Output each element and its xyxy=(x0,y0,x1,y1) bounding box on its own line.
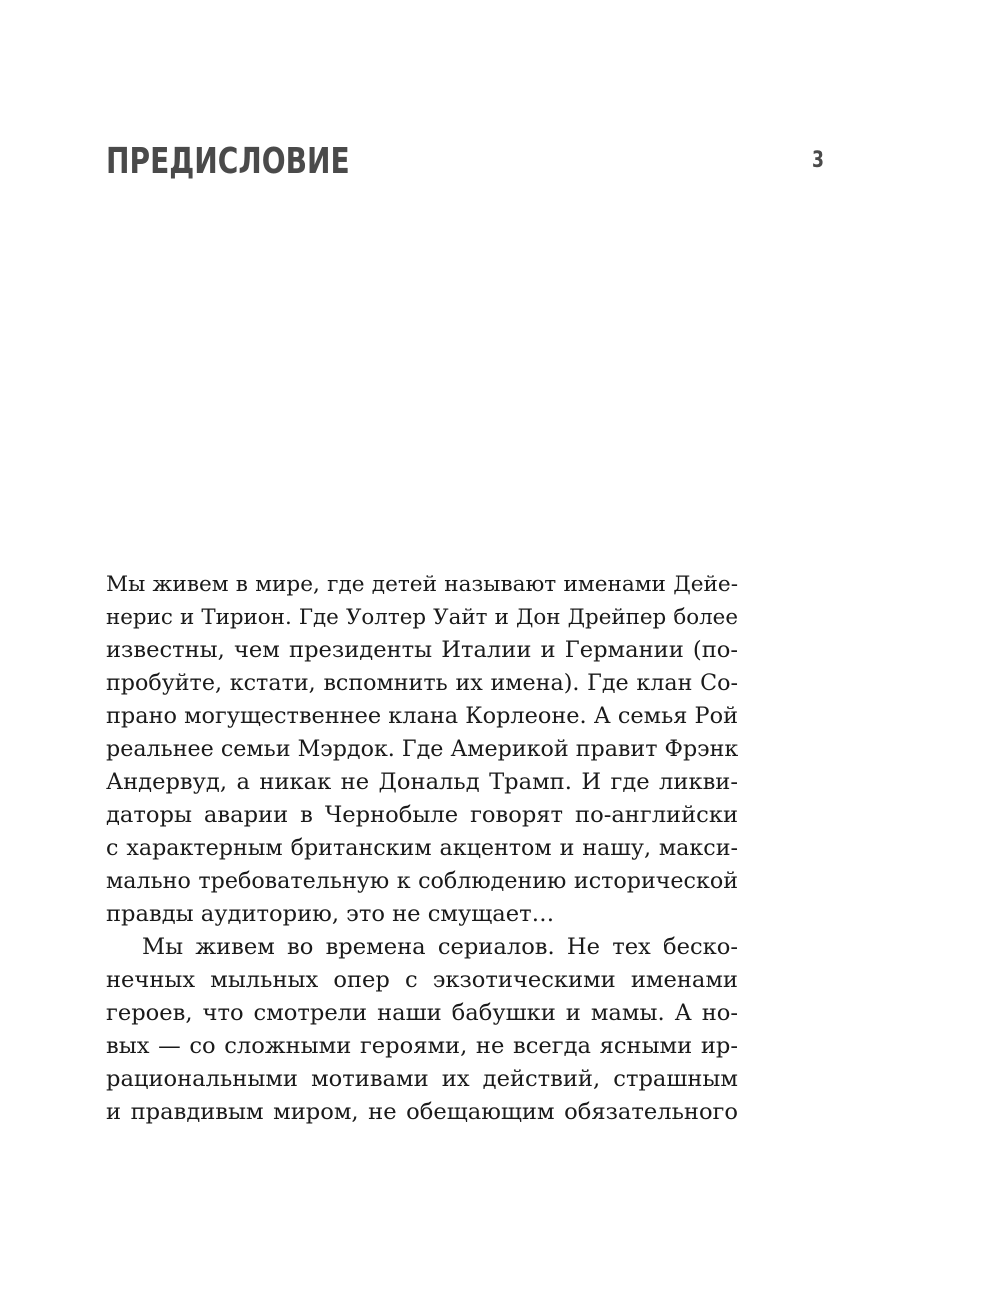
page-number: 3 xyxy=(812,148,824,173)
text-line: даторы аварии в Чернобыле говорят по-английски xyxy=(106,802,738,828)
text-line: нечных мыльных опер с экзотическими именами xyxy=(106,967,738,993)
text-line: прано могущественнее клана Корлеоне. А семья Рой xyxy=(106,703,738,729)
text-line: Андервуд, а никак не Дональд Трамп. И где ликви- xyxy=(106,769,738,795)
text-line: реальнее семьи Мэрдок. Где Америкой правит Фрэнк xyxy=(106,736,739,762)
text-line: героев, что смотрели наши бабушки и мамы. А но- xyxy=(106,1000,738,1026)
page-title: ПРЕДИСЛОВИЕ xyxy=(106,141,350,182)
text-line: пробуйте, кстати, вспомнить их имена). Где клан Со- xyxy=(106,670,738,696)
body-text xyxy=(106,568,738,1129)
paragraph-2 xyxy=(106,931,738,1129)
text-line: Мы живем во времена сериалов. Не тех беско- xyxy=(142,934,738,960)
text-line: правды аудиторию, это не смущает… xyxy=(106,901,555,927)
text-line: известны, чем президенты Италии и Германии (по- xyxy=(106,637,738,663)
text-line: с характерным британским акцентом и нашу, макси- xyxy=(106,835,738,861)
text-line: вых — со сложными героями, не всегда ясными ир- xyxy=(106,1033,738,1059)
text-line: рациональными мотивами их действий, страшным xyxy=(106,1066,738,1092)
text-line: Мы живем в мире, где детей называют именами Дейе- xyxy=(106,572,738,597)
text-line: нерис и Тирион. Где Уолтер Уайт и Дон Дрейпер более xyxy=(106,605,738,630)
text-line: и правдивым миром, не обещающим обязательного xyxy=(106,1099,738,1125)
paragraph-1 xyxy=(106,568,738,931)
text-line: мально требовательную к соблюдению исторической xyxy=(106,868,738,894)
